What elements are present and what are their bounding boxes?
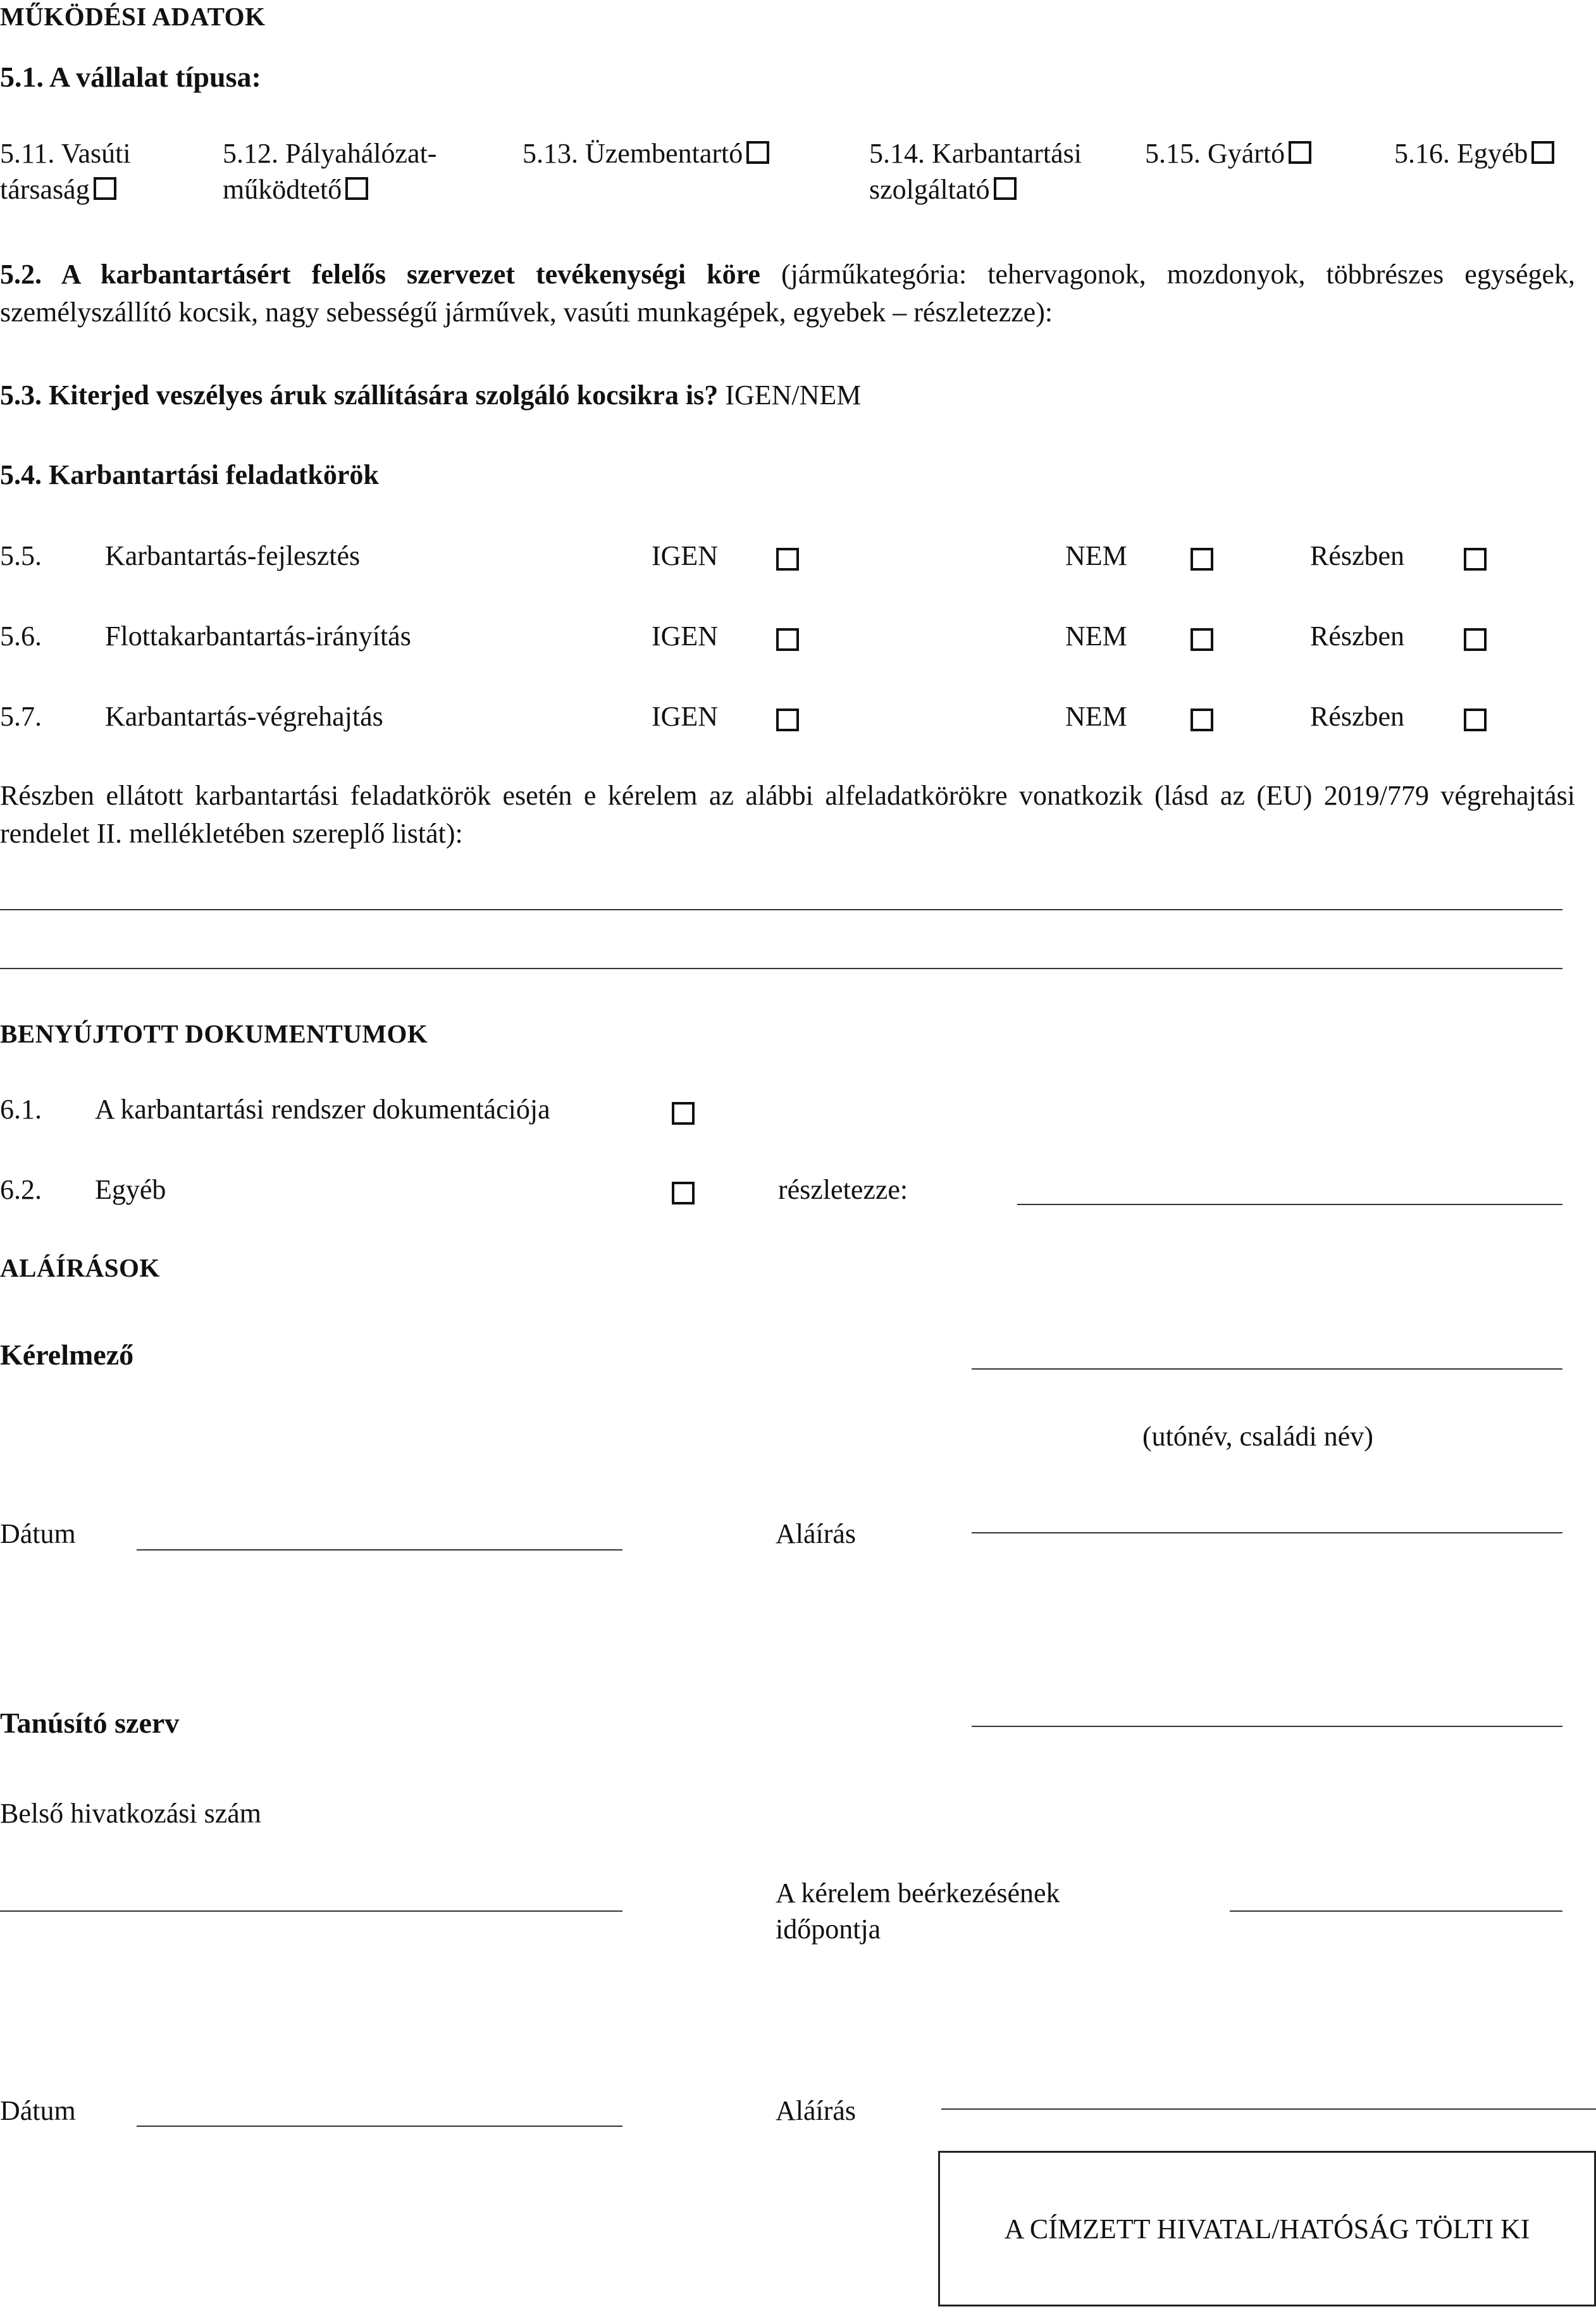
applicant-date-field[interactable] bbox=[137, 1549, 622, 1551]
applicant-date-label: Dátum bbox=[0, 1518, 76, 1549]
task-5-5-partial-checkbox[interactable] bbox=[1464, 548, 1487, 571]
question-5-3-title: 5.3. Kiterjed veszélyes áruk szállítására szolgáló kocsikra is? bbox=[0, 380, 719, 411]
cert-signature-field[interactable] bbox=[941, 2108, 1596, 2110]
question-5-1-company-type: 5.1. A vállalat típusa: bbox=[0, 61, 261, 93]
internal-reference-field[interactable] bbox=[0, 1910, 622, 1912]
other-type-checkbox[interactable] bbox=[1531, 141, 1554, 164]
office-use-label: A CÍMZETT HIVATAL/HATÓSÁG TÖLTI KI bbox=[1004, 2213, 1530, 2244]
task-5-5-yes-checkbox[interactable] bbox=[776, 548, 799, 571]
name-hint: (utónév, családi név) bbox=[1142, 1421, 1373, 1452]
question-5-2-description: (járműkategória: tehervagonok, mozdonyok, többrészes egységek, személyszállító kocsik, nagy sebességű járművek, vasúti munkagépek, egyebek – részletezze): bbox=[0, 259, 1575, 328]
applicant-signature-label: Aláírás bbox=[776, 1518, 857, 1549]
option-no-label: NEM bbox=[1065, 701, 1127, 732]
task-label: Flottakarbantartás-irányítás bbox=[105, 621, 411, 652]
task-5-7-no-checkbox[interactable] bbox=[1191, 709, 1213, 731]
task-5-5-no-checkbox[interactable] bbox=[1191, 548, 1213, 571]
cert-date-field[interactable] bbox=[137, 2126, 622, 2127]
type-option-maintenance-provider bbox=[869, 135, 1082, 207]
question-5-2-title: 5.2. A karbantartásért felelős szervezet tevékenységi köre bbox=[0, 259, 760, 290]
applicant-signature-field[interactable] bbox=[972, 1532, 1562, 1533]
type-label-line1: 5.12. Pályahálózat- bbox=[223, 138, 437, 169]
option-partial-label: Részben bbox=[1310, 540, 1405, 571]
maintenance-provider-checkbox[interactable] bbox=[994, 177, 1017, 200]
task-5-6-yes-checkbox[interactable] bbox=[776, 628, 799, 651]
section-heading-operational-data: MŰKÖDÉSI ADATOK bbox=[0, 2, 266, 31]
task-5-7-partial-checkbox[interactable] bbox=[1464, 709, 1487, 731]
office-use-box bbox=[938, 2151, 1596, 2306]
infrastructure-manager-checkbox[interactable] bbox=[345, 177, 368, 200]
sub-functions-entry-line-2[interactable] bbox=[0, 968, 1562, 969]
question-5-3-dangerous-goods bbox=[0, 377, 861, 413]
option-no-label: NEM bbox=[1065, 621, 1127, 652]
type-option-infrastructure-manager bbox=[223, 135, 436, 207]
type-label-line2: társaság bbox=[0, 174, 90, 206]
type-label-line2: működtető bbox=[223, 174, 342, 206]
option-yes-label: IGEN bbox=[652, 540, 719, 571]
question-5-2-activity-scope bbox=[0, 256, 1575, 331]
type-label-line2: szolgáltató bbox=[869, 174, 990, 206]
doc-6-1-label: A karbantartási rendszer dokumentációja bbox=[95, 1094, 550, 1125]
type-label-line1: 5.16. Egyéb bbox=[1394, 138, 1528, 169]
task-number: 5.6. bbox=[0, 621, 42, 652]
doc-6-1-checkbox[interactable] bbox=[672, 1102, 695, 1125]
certification-body-name-field[interactable] bbox=[972, 1726, 1562, 1727]
received-date-label-line1: A kérelem beérkezésének bbox=[776, 1878, 1060, 1909]
partial-functions-note: Részben ellátott karbantartási feladatkörök esetén e kérelem az alábbi alfeladatkörökre vonatkozik (lásd az (EU) 2019/779 végrehajtási rendelet II. mellékletében szereplő listát): bbox=[0, 780, 1575, 849]
option-no-label: NEM bbox=[1065, 540, 1127, 571]
task-number: 5.7. bbox=[0, 701, 42, 732]
doc-6-1-number: 6.1. bbox=[0, 1094, 42, 1125]
internal-reference-label: Belső hivatkozási szám bbox=[0, 1798, 262, 1829]
task-5-6-no-checkbox[interactable] bbox=[1191, 628, 1213, 651]
option-partial-label: Részben bbox=[1310, 701, 1405, 732]
type-option-other bbox=[1394, 135, 1554, 171]
option-yes-label: IGEN bbox=[652, 621, 719, 652]
task-5-6-partial-checkbox[interactable] bbox=[1464, 628, 1487, 651]
question-5-4-maintenance-functions: 5.4. Karbantartási feladatkörök bbox=[0, 459, 379, 490]
doc-6-2-checkbox[interactable] bbox=[672, 1182, 695, 1204]
applicant-heading: Kérelmező bbox=[0, 1339, 134, 1371]
received-date-label-line2: időpontja bbox=[776, 1914, 881, 1945]
applicant-name-field[interactable] bbox=[972, 1368, 1562, 1370]
question-5-3-answer-options: IGEN/NEM bbox=[718, 380, 862, 411]
section-heading-signatures: ALÁÍRÁSOK bbox=[0, 1253, 160, 1282]
doc-6-2-label: Egyéb bbox=[95, 1174, 166, 1205]
section-heading-submitted-documents: BENYÚJTOTT DOKUMENTUMOK bbox=[0, 1019, 428, 1048]
task-5-7-yes-checkbox[interactable] bbox=[776, 709, 799, 731]
task-label: Karbantartás-fejlesztés bbox=[105, 540, 361, 571]
option-partial-label: Részben bbox=[1310, 621, 1405, 652]
certification-body-heading: Tanúsító szerv bbox=[0, 1707, 180, 1739]
sub-functions-entry-line-1[interactable] bbox=[0, 909, 1562, 910]
task-label: Karbantartás-végrehajtás bbox=[105, 701, 383, 732]
doc-6-2-number: 6.2. bbox=[0, 1174, 42, 1205]
keeper-checkbox[interactable] bbox=[746, 141, 769, 164]
cert-date-label: Dátum bbox=[0, 2095, 76, 2126]
type-label-line1: 5.13. Üzembentartó bbox=[523, 138, 743, 169]
type-label-line1: 5.15. Gyártó bbox=[1145, 138, 1285, 169]
option-yes-label: IGEN bbox=[652, 701, 719, 732]
doc-6-2-detail-field[interactable] bbox=[1017, 1204, 1562, 1205]
received-date-label bbox=[776, 1875, 1060, 1947]
type-label-line1: 5.11. Vasúti bbox=[0, 138, 131, 169]
cert-signature-label: Aláírás bbox=[776, 2095, 857, 2126]
type-option-railway-undertaking bbox=[0, 135, 131, 207]
doc-6-2-detail-label: részletezze: bbox=[778, 1174, 908, 1205]
type-label-line1: 5.14. Karbantartási bbox=[869, 138, 1082, 169]
type-option-manufacturer bbox=[1145, 135, 1311, 171]
task-number: 5.5. bbox=[0, 540, 42, 571]
railway-undertaking-checkbox[interactable] bbox=[94, 177, 116, 200]
type-option-keeper bbox=[523, 135, 769, 171]
received-date-field[interactable] bbox=[1230, 1910, 1562, 1912]
manufacturer-checkbox[interactable] bbox=[1289, 141, 1311, 164]
